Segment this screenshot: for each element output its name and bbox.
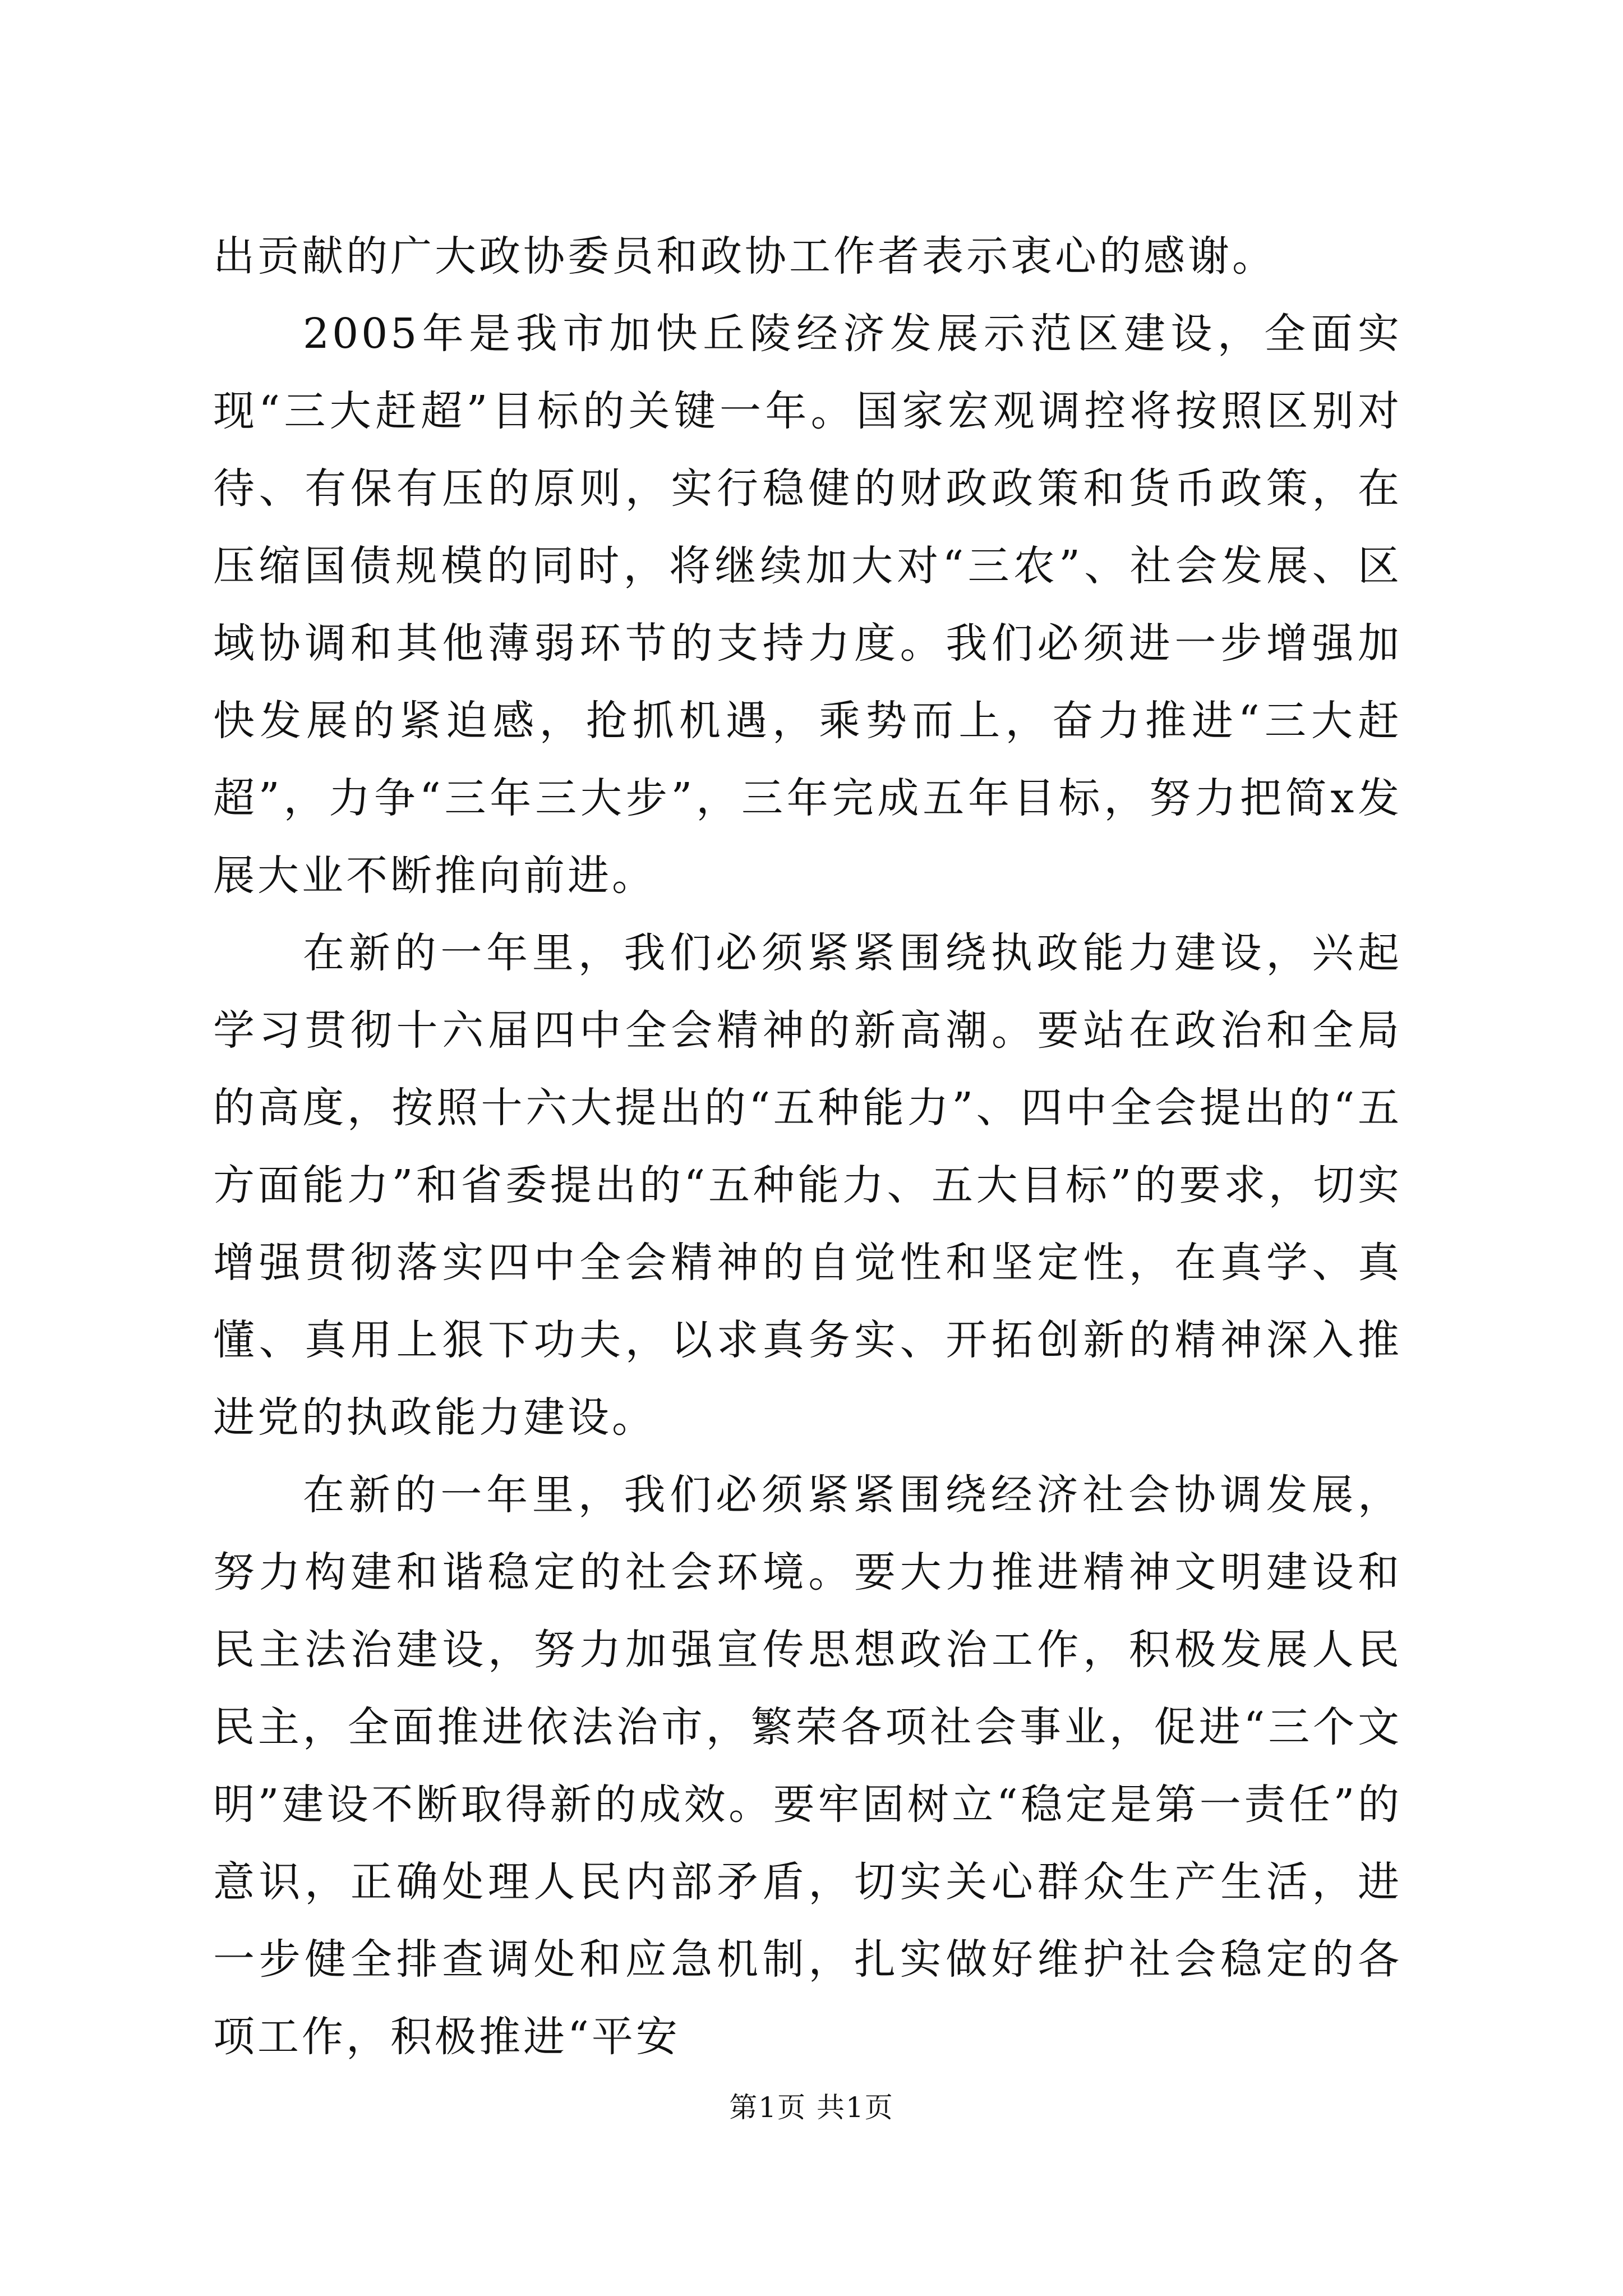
paragraph-3: 在新的一年里，我们必须紧紧围绕执政能力建设，兴起学习贯彻十六届四中全会精神的新高潮。要站在政治和全局的高度，按照十六大提出的“五种能力”、四中全会提出的“五方面能力”和省委提出的“五种能力、五大目标”的要求，切实增强贯彻落实四中全会精神的自觉性和坚定性，在真学、真懂、真用上狠下功夫，以求真务实、开拓创新的精神深入推进党的执政能力建设。 [213, 929, 1402, 1442]
paragraph-2: 2005年是我市加快丘陵经济发展示范区建设，全面实现“三大赶超”目标的关键一年。国家宏观调控将按照区别对待、有保有压的原则，实行稳健的财政政策和货币政策，在压缩国债规模的同时，将继续加大对“三农”、社会发展、区域协调和其他薄弱环节的支持力度。我们必须进一步增强加快发展的紧迫感，抢抓机遇，乘势而上，奋力推进“三大赶超”，力争“三年三大步”，三年完成五年目标，努力把简x发展大业不断推向前进。 [213, 310, 1402, 900]
paragraph-4: 在新的一年里，我们必须紧紧围绕经济社会协调发展，努力构建和谐稳定的社会环境。要大力推进精神文明建设和民主法治建设，努力加强宣传思想政治工作，积极发展人民民主，全面推进依法治市，繁荣各项社会事业，促进“三个文明”建设不断取得新的成效。要牢固树立“稳定是第一责任”的意识，正确处理人民内部矛盾，切实关心群众生产生活，进一步健全排查调处和应急机制，扎实做好维护社会稳定的各项工作，积极推进“平安 [213, 1471, 1402, 2061]
document-body [213, 218, 1402, 2076]
page-footer: 第1页 共1页 [729, 2091, 894, 2124]
paragraph-1: 出贡献的广大政协委员和政协工作者表示衷心的感谢。 [213, 232, 1276, 280]
